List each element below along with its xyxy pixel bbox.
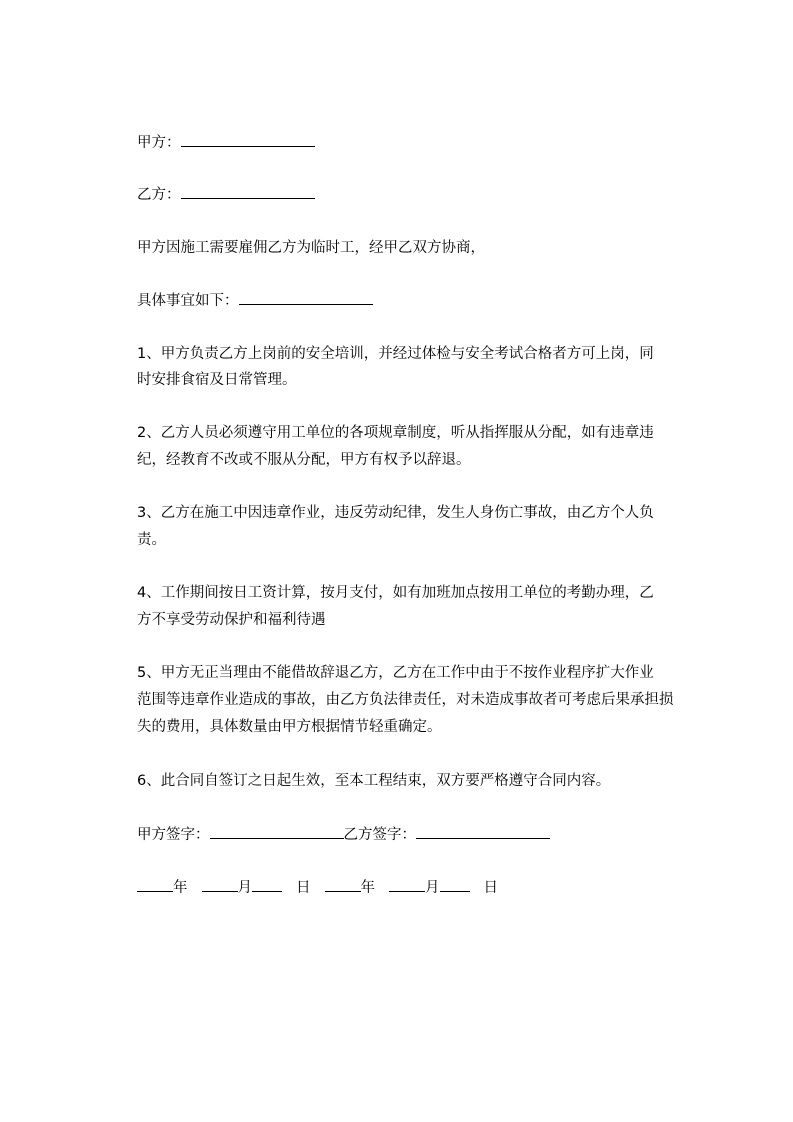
sign-b-label: 乙方签字： <box>343 827 416 843</box>
clause-1-line-1: 1、甲方负责乙方上岗前的安全培训，并经过体检与安全考试合格者方可上岗，同 <box>137 346 654 362</box>
signature-line <box>137 824 550 845</box>
date-a-month-blank[interactable] <box>202 877 238 892</box>
date-a-day-blank[interactable] <box>252 877 282 892</box>
date-a-month-label: 月 <box>237 880 252 896</box>
clause-5-line-3: 失的费用，具体数量由甲方根据情节轻重确定。 <box>137 719 442 735</box>
date-b-day-label: 日 <box>483 880 498 896</box>
intro-line-1: 甲方因施工需要雇佣乙方为临时工，经甲乙双方协商， <box>137 240 485 256</box>
clause-4-line-2: 方不享受劳动保护和福利待遇 <box>137 612 326 628</box>
sign-a-label: 甲方签字： <box>137 827 210 843</box>
clause-4-line-1: 4、工作期间按日工资计算，按月支付，如有加班加点按用工单位的考勤办理，乙 <box>137 585 654 601</box>
intro-line-2 <box>137 290 373 311</box>
date-b-month-blank[interactable] <box>389 877 425 892</box>
sign-a-blank[interactable] <box>210 824 344 839</box>
clause-3-line-1: 3、乙方在施工中因违章作业，违反劳动纪律，发生人身伤亡事故，由乙方个人负 <box>137 505 654 521</box>
clause-5-line-1: 5、甲方无正当理由不能借故辞退乙方，乙方在工作中由于不按作业程序扩大作业 <box>137 665 654 681</box>
party-a-blank[interactable] <box>181 132 315 147</box>
clause-1-line-2: 时安排食宿及日常管理。 <box>137 372 297 388</box>
date-a-year-blank[interactable] <box>137 877 173 892</box>
date-b-year-label: 年 <box>360 880 375 896</box>
party-a-line <box>137 132 315 153</box>
date-b-year-blank[interactable] <box>325 877 361 892</box>
date-a-day-label: 日 <box>296 880 311 896</box>
date-b-month-label: 月 <box>425 880 440 896</box>
clause-6: 6、此合同自签订之日起生效，至本工程结束，双方要严格遵守合同内容。 <box>137 773 611 789</box>
party-b-blank[interactable] <box>181 184 315 199</box>
clause-2-line-2: 纪，经教育不改或不服从分配，甲方有权予以辞退。 <box>137 452 471 468</box>
clause-5-line-2: 范围等违章作业造成的事故，由乙方负法律责任，对未造成事故者可考虑后果承担损 <box>137 692 674 708</box>
date-line <box>137 877 498 898</box>
clause-3-line-2: 责。 <box>137 532 166 548</box>
clause-2-line-1: 2、乙方人员必须遵守用工单位的各项规章制度，听从指挥服从分配，如有违章违 <box>137 425 654 441</box>
date-a-year-label: 年 <box>173 880 188 896</box>
party-a-label: 甲方： <box>137 135 181 151</box>
details-label: 具体事宜如下： <box>137 293 239 309</box>
date-b-day-blank[interactable] <box>440 877 470 892</box>
sign-b-blank[interactable] <box>416 824 550 839</box>
party-b-label: 乙方： <box>137 187 181 203</box>
party-b-line <box>137 184 315 205</box>
details-blank[interactable] <box>239 290 373 305</box>
